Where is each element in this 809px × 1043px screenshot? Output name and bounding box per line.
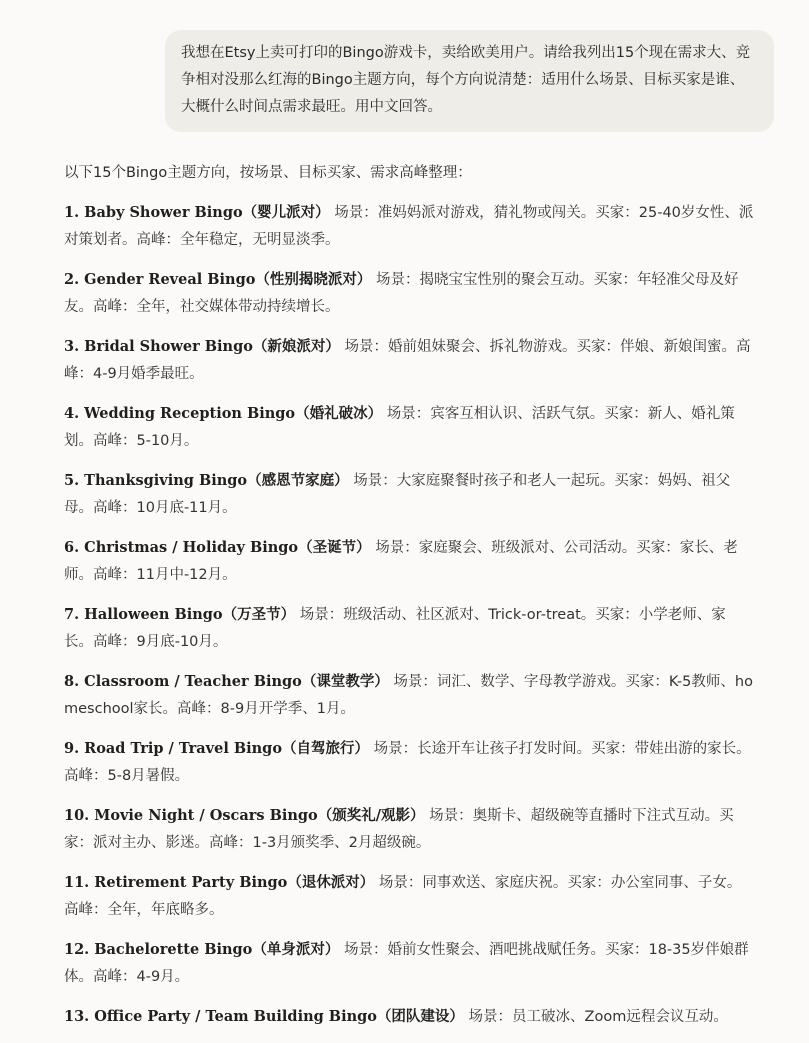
- list-item: [64, 735, 754, 790]
- list-item-body: 场景：词汇、数学、字母教学游戏。买家：K-5教师、homeschool家长。高峰：8-9月开学季、1月。: [64, 674, 753, 717]
- list-item-body: 场景：奥斯卡、超级碗等直播时下注式互动。买家：派对主办、影迷。高峰：1-3月颁奖季、2月超级碗。: [64, 808, 734, 851]
- list-item-title: 13. Office Party / Team Building Bingo（团队建设）: [64, 1008, 464, 1025]
- list-item: [64, 936, 754, 991]
- list-item-title: 3. Bridal Shower Bingo（新娘派对）: [64, 338, 340, 355]
- list-item: [64, 400, 754, 455]
- assistant-intro: 以下15个Bingo主题方向，按场景、目标买家、需求高峰整理：: [64, 165, 472, 181]
- list-item-body: 场景：家庭聚会、班级派对、公司活动。买家：家长、老师。高峰：11月中-12月。: [64, 540, 738, 583]
- list-item-title: 6. Christmas / Holiday Bingo（圣诞节）: [64, 539, 371, 556]
- list-item-title: 12. Bachelorette Bingo（单身派对）: [64, 941, 340, 958]
- list-item-body: 场景：长途开车让孩子打发时间。买家：带娃出游的家长。高峰：5-8月暑假。: [64, 741, 751, 784]
- list-item-title: 8. Classroom / Teacher Bingo（课堂教学）: [64, 673, 389, 690]
- list-item: [64, 266, 754, 321]
- list-item-title: 9. Road Trip / Travel Bingo（自驾旅行）: [64, 740, 369, 757]
- assistant-response: [64, 160, 754, 1043]
- list-item-body: 场景：班级活动、社区派对、Trick-or-treat。买家：小学老师、家长。高峰：9月底-10月。: [64, 607, 726, 650]
- list-item-body: 场景：宾客互相认识、活跃气氛。买家：新人、婚礼策划。高峰：5-10月。: [64, 406, 735, 449]
- list-item: [64, 534, 754, 589]
- list-item-body: 场景：大家庭聚餐时孩子和老人一起玩。买家：妈妈、祖父母。高峰：10月底-11月。: [64, 473, 731, 516]
- list-item-body: 场景：婚前女性聚会、酒吧挑战赋任务。买家：18-35岁伴娘群体。高峰：4-9月。: [64, 942, 749, 985]
- list-item: [64, 668, 754, 723]
- list-item-title: 5. Thanksgiving Bingo（感恩节家庭）: [64, 472, 349, 489]
- list-item-title: 11. Retirement Party Bingo（退休派对）: [64, 874, 375, 891]
- list-item: [64, 199, 754, 254]
- list-item-body: 场景：准妈妈派对游戏，猜礼物或闯关。买家：25-40岁女性、派对策划者。高峰：全年稳定，无明显淡季。: [64, 205, 754, 248]
- list-item-body: 场景：同事欢送、家庭庆祝。买家：办公室同事、子女。高峰：全年，年底略多。: [64, 875, 742, 918]
- list-item-title: 1. Baby Shower Bingo（婴儿派对）: [64, 204, 330, 221]
- list-item: [64, 869, 754, 924]
- list-item: [64, 467, 754, 522]
- user-message-bubble: 我想在Etsy上卖可打印的Bingo游戏卡，卖给欧美用户。请给我列出15个现在需求大、竞争相对没那么红海的Bingo主题方向，每个方向说清楚：适用什么场景、目标买家是谁、大概什么时间点需求最旺。用中文回答。: [165, 30, 774, 132]
- list-item-body: 场景：揭晓宝宝性别的聚会互动。买家：年轻准父母及好友。高峰：全年，社交媒体带动持续增长。: [64, 272, 739, 315]
- list-item-body: 场景：婚前姐妹聚会、拆礼物游戏。买家：伴娘、新娘闺蜜。高峰：4-9月婚季最旺。: [64, 339, 751, 382]
- list-item: [64, 333, 754, 388]
- list-item-title: 2. Gender Reveal Bingo（性别揭晓派对）: [64, 271, 372, 288]
- list-item: [64, 601, 754, 656]
- list-item-title: 7. Halloween Bingo（万圣节）: [64, 606, 296, 623]
- list-item-title: 4. Wedding Reception Bingo（婚礼破冰）: [64, 405, 383, 422]
- list-item: [64, 802, 754, 857]
- list-item-title: 10. Movie Night / Oscars Bingo（颁奖礼/观影）: [64, 807, 425, 824]
- list-item: [64, 1003, 754, 1031]
- list-item-body: 场景：员工破冰、Zoom远程会议互动。: [463, 1009, 728, 1025]
